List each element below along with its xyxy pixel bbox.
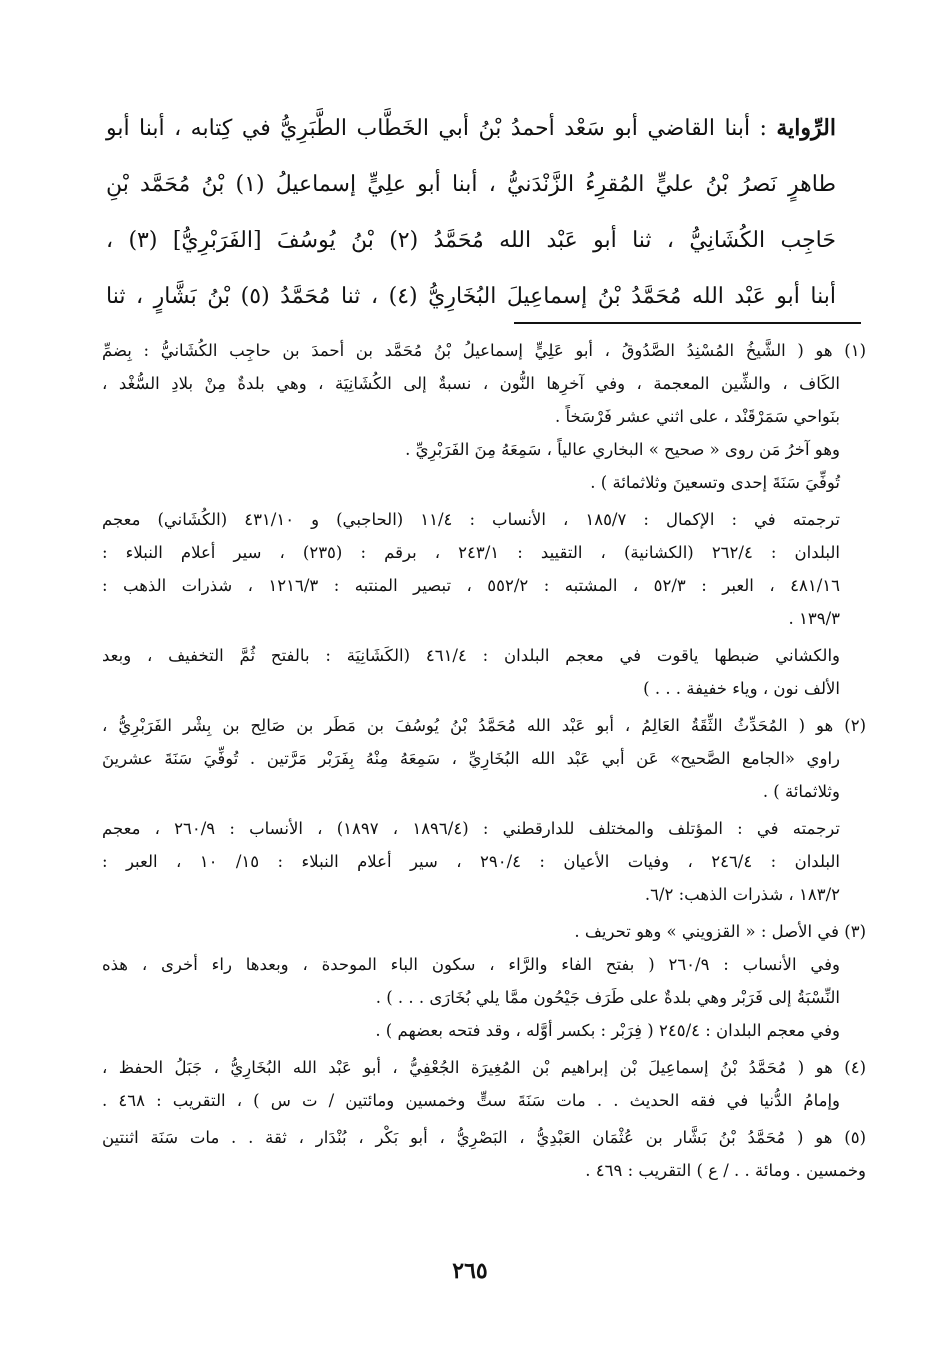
riwaya-heading: الرِّواية [776,115,836,141]
footnote-line: وفي معجم البلدان : ٢٤٥/٤ ( فِرَبْر : بكسر أوَّله ، وقد فتحه بعضهم ) . [375,1021,840,1040]
footnote-2-references [102,812,866,911]
footnote-1-kashani-note [102,639,866,705]
footnote-line: الألف نون ، وياء خفيفة . . . ) [643,679,840,698]
footnote-line: وثلاثمائة ) . [762,782,840,801]
footnote-1 [102,334,866,499]
footnote-line: بنَواحي سَمَرْقَنْد ، على اثني عشر فَرْسَخاً . [554,407,840,426]
footnote-1-references [102,503,866,635]
main-text-block [106,100,836,325]
footnote-line: (٣) في الأصل : « القزويني » وهو تحريف . [574,922,866,941]
main-line-1-text: : أبنا القاضي أبو سَعْد أحمدُ بْنُ أبي الخَطَّاب الطَّبَرِيُّ في كِتابه ، أبنا أبو [106,116,777,141]
footnote-line: الكَاف ، والشِّين المعجمة ، وفي آخرِها النُّون ، نسبةٌ إلى الكُشَانِيَة ، وهي بلدةٌ مِنْ بلادِ السُّغْد ، [102,374,840,393]
footnote-line: ١٨٣/٢ ، شذرات الذهب: ٦/٢. [644,885,840,904]
footnote-3 [102,915,866,1047]
footnote-line: والكشاني ضبطها ياقوت في معجم البلدان : ٤٦١/٤ (الكَشَانِيَة : بالفتح ثُمَّ التخفيف ، وبعد [102,646,841,665]
footnote-line: (٥) هو ( مُحَمَّدُ بْنُ بَشَّار بن عُثْمَان العَبْدِيُّ ، البَصْرِيُّ ، أبو بَكْر ، بُنْدَار ، ثقة . . مات سَنَة اثنتين [102,1128,866,1147]
footnote-line: راوي «الجامع الصَّحيح» عَن أبي عَبْد الله البُخَارِيِّ ، سَمِعَهُ مِنْهُ بِفَرَبْر مَرَّتين . تُوفِّيَ سَنَةَ عشرينَ [102,749,840,768]
footnote-line: (٤) هو ( مُحَمَّدُ بْنُ إسماعِيلَ بْن إبراهيم بْن المُغِيرَة الجُعْفِيُّ ، أبو عَبْد الله البُخَارِيُّ ، جَبَلُ الحفظ ، [102,1058,866,1077]
page-number: ٢٦٥ [452,1258,488,1284]
main-line-4: أبنا أبو عَبْد الله مُحَمَّدُ بْنُ إسماعِيلَ البُخَارِيُّ (٤) ، ثنا مُحَمَّدُ (٥) بْنُ بَشَّارٍ ، ثنا [106,284,836,309]
footnote-line: البلدان : ٢٦٢/٤ (الكشانية) ، التقييد : ٢٤٣/١ ، برقم : (٢٣٥) ، سير أعلام النبلاء : [102,543,840,562]
footnote-line: ١٣٩/٣ . [788,609,840,628]
footnote-line: (١) هو ( الشَّيخُ المُسْنِدُ الصَّدُوقُ ، أبو عَلِيٍّ إسماعيلُ بْنُ مُحَمَّد بن أحمدَ بن حاجِب الكُشَانيُّ : بِضمِّ [102,341,866,360]
footnote-5 [102,1121,866,1187]
main-line-2: طاهرٍ نَصرُ بْنُ عليٍّ المُقرِءُ الزَّنْدَنيُّ ، أبنا أبو علِيٍّ إسماعيلُ (١) بْنُ مُحَمَّد بْنِ [106,172,836,197]
main-line-1 [106,100,836,157]
footnote-line: وإمامُ الدُّنيا في فقه الحديث . . مات سَنَةَ ستٍّ وخمسين ومائتين / ت س ) ، التقريب : ٤٦٨ . [102,1091,840,1110]
footnote-line: البلدان : ٢٤٦/٤ ، وفيات الأعيان : ٢٩٠/٤ ، سير أعلام النبلاء : ١٥/ ١٠ ، العبر : [102,852,840,871]
footnote-line: ٤٨١/١٦ ، العبر : ٥٢/٣ ، المشتبه : ٥٥٢/٢ ، تبصير المنتبه : ١٢١٦/٣ ، شذرات الذهب : [102,576,840,595]
footnote-4 [102,1051,866,1117]
footnote-line: ترجمته في : الإكمال : ١٨٥/٧ ، الأنساب : ١١/٤ (الحاجبي) و ٤٣١/١٠ (الكُشَاني) معجم [102,510,840,529]
footnote-2 [102,709,866,808]
footnote-line: تُوفِّيَ سَنَةَ إحدى وتسعينَ وثلاثمائة ) . [590,473,840,492]
footnote-line: النِّسْبَةُ إلى فَرَبْر وهي بلدةٌ على طَرَف جَيْحُون ممَّا يلي بُخَارَى . . . ) . [375,988,840,1007]
footnote-line: ترجمته في : المؤتلف والمختلف للدارقطني : (١٨٩٦/٤ ، ١٨٩٧) ، الأنساب : ٢٦٠/٩ ، معجم [102,819,840,838]
footnote-line: وخمسين . ومائة . . / ع ) التقريب : ٤٦٩ . [585,1161,866,1180]
footnote-line: (٢) هو ( المُحَدِّثُ الثِّقَةُ العَالِمُ ، أبو عَبْد الله مُحَمَّدُ بْنُ يُوسُفَ بن مَطَر بن صَالِح بن بِشْر الفَرَبْرِيُّ ، [102,716,866,735]
footnote-line: وهو آخرُ مَن روى « صحيح » البخاري عالياً ، سَمِعَهُ مِنَ الفَرَبْرِيِّ . [405,440,840,459]
main-line-3: حَاجِب الكُشَانِيُّ ، ثنا أبو عَبْد الله مُحَمَّدُ (٢) بْنُ يُوسُفَ [الفَرَبْرِيُّ] (٣) ، [106,228,836,253]
footnotes-block [102,334,866,1191]
footnote-line: وفي الأنساب : ٢٦٠/٩ ( بفتح الفاء والرَّاء ، سكون الباء الموحدة ، وبعدها راء أخرى ، هذه [102,955,840,974]
footnote-separator-rule [514,322,861,324]
